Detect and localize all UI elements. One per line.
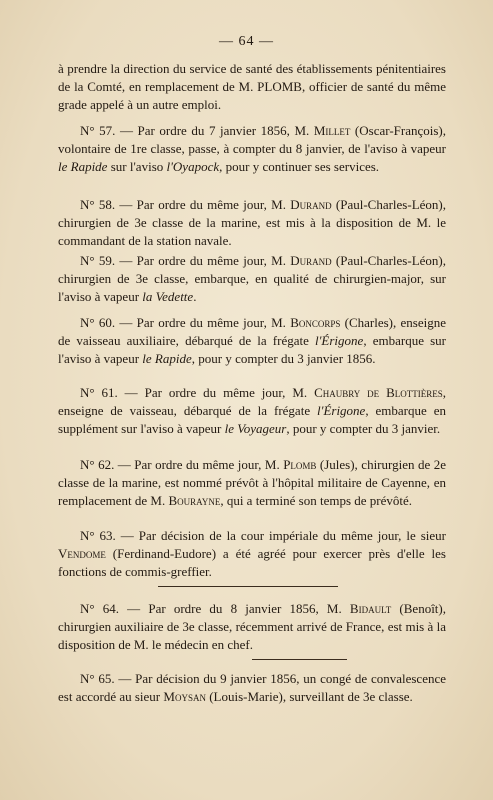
continuation-text: à prendre la direction du service de santé des établissements pénitentiaires de la Comté, en remplacement de M. PLOMB, officier de santé du même grade appelé à un autre emploi.: [58, 61, 446, 112]
entry-number: N° 57.: [80, 123, 116, 138]
ship-name: la Vedette: [142, 289, 194, 304]
entry-59: N° 59. — Par ordre du même jour, M. Durand (Paul-Charles-Léon), chirurgien de 3e classe, embarque, en qualité de chirurgien-major, sur l'aviso à vapeur la Vedette.: [58, 253, 446, 304]
ship-name: l'Érigone: [315, 333, 364, 348]
person-name: Bidault: [349, 601, 392, 616]
continuation-paragraph: [58, 60, 446, 114]
section-divider: [158, 586, 338, 587]
ship-name: l'Érigone: [317, 403, 366, 418]
entry-number: N° 59.: [80, 253, 116, 268]
person-name: Plomb: [283, 457, 317, 472]
entry-number: N° 58.: [80, 197, 116, 212]
person-name: Durand: [290, 197, 332, 212]
person-name: Vendome: [58, 546, 106, 561]
entry-65: N° 65. — Par décision du 9 janvier 1856, un congé de convalescence est accordé au sieur Moysan (Louis-Marie), surveillant de 3e classe.: [58, 671, 446, 704]
person-name: Durand: [290, 253, 332, 268]
entry-63: N° 63. — Par décision de la cour impériale du même jour, le sieur Vendome (Ferdinand-Eudore) a été agréé pour exercer près d'elle les fonctions de commis-greffier.: [58, 528, 446, 579]
person-name: Bourayne: [168, 493, 221, 508]
entry-number: N° 61.: [80, 385, 118, 400]
ship-name: le Rapide: [142, 351, 192, 366]
page-number: — 64 —: [219, 34, 274, 49]
ship-name: le Rapide: [58, 159, 108, 174]
ship-name: le Voyageur: [224, 421, 287, 436]
person-name: Moysan: [163, 689, 206, 704]
entry-61: N° 61. — Par ordre du même jour, M. Chaubry de Blottières, enseigne de vaisseau, débarqué de la frégate l'Érigone, embarque en supplément sur l'aviso à vapeur le Voyageur, pour y compter du 3 janvier.: [58, 385, 446, 436]
section-divider: [252, 659, 347, 660]
ship-name: l'Oyapock: [166, 159, 220, 174]
entry-64: N° 64. — Par ordre du 8 janvier 1856, M. Bidault (Benoît), chirurgien auxiliaire de 3e classe, récemment arrivé de France, est mis à la disposition de M. le médecin en chef.: [58, 601, 447, 652]
entry-57: N° 57. — Par ordre du 7 janvier 1856, M. Millet (Oscar-François), volontaire de 1re classe, passe, à compter du 8 janvier, de l'aviso à vapeur le Rapide sur l'aviso l'Oyapock, pour y continuer ses services.: [58, 123, 446, 174]
entry-60: N° 60. — Par ordre du même jour, M. Boncorps (Charles), enseigne de vaisseau auxiliaire, débarqué de la frégate l'Érigone, embarque sur l'aviso à vapeur le Rapide, pour y compter du 3 janvier 1856.: [58, 315, 446, 366]
entry-number: N° 64.: [80, 601, 120, 616]
entry-number: N° 60.: [80, 315, 116, 330]
person-name: Chaubry de Blottières: [314, 385, 443, 400]
person-name: Boncorps: [290, 315, 341, 330]
entry-number: N° 65.: [80, 671, 115, 686]
entry-62: N° 62. — Par ordre du même jour, M. Plomb (Jules), chirurgien de 2e classe de la marine, est nommé prévôt à l'hôpital militaire de Cayenne, en remplacement de M. Bourayne, qui a terminé son temps de prévôté.: [58, 457, 446, 508]
person-name: Millet: [313, 123, 351, 138]
entry-58: N° 58. — Par ordre du même jour, M. Durand (Paul-Charles-Léon), chirurgien de 3e classe de la marine, est mis à la disposition de M. le commandant de la station navale.: [58, 197, 446, 248]
entry-number: N° 62.: [80, 457, 115, 472]
entry-number: N° 63.: [80, 528, 116, 543]
